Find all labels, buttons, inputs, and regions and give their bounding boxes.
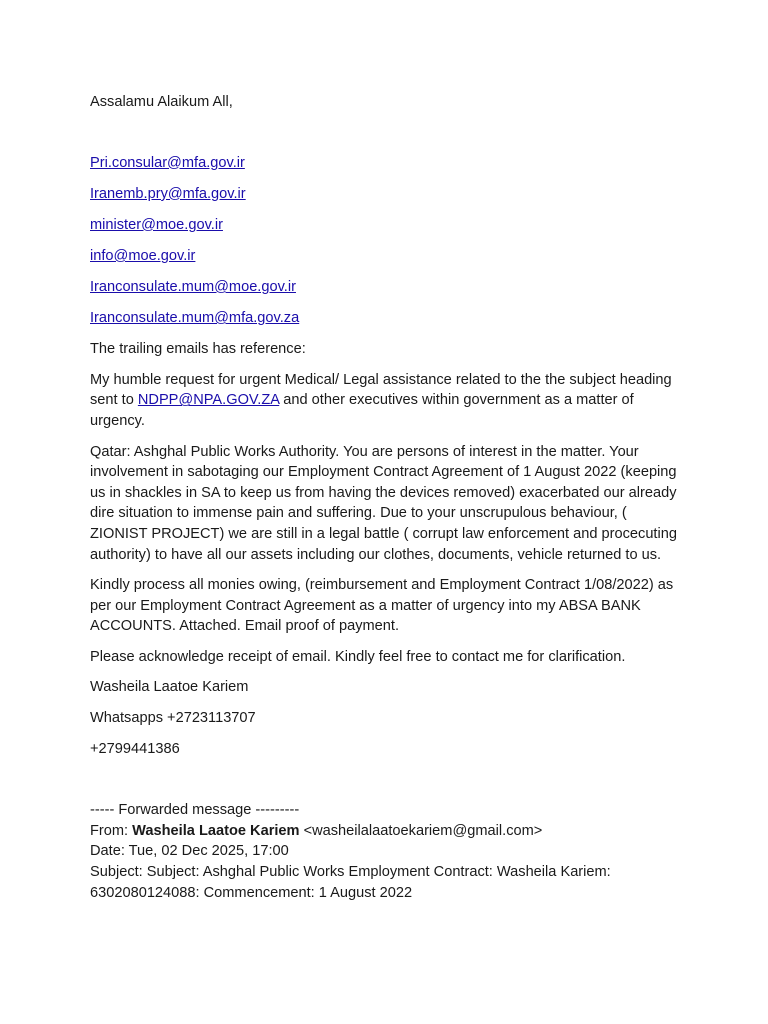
request-text-after: and other executives within government as a matter of urgency.: [90, 392, 634, 429]
acknowledge-line: Please acknowledge receipt of email. Kindly feel free to contact me for clarification.: [90, 648, 626, 665]
request-text-before: My humble request for urgent Medical/ Legal assistance related to the the subject heading sent to: [90, 371, 672, 409]
spacer: [90, 769, 680, 800]
recipient-link[interactable]: Iranemb.pry@mfa.gov.ir: [90, 185, 246, 202]
recipient-link[interactable]: Iranconsulate.mum@moe.gov.ir: [90, 278, 296, 295]
signature-whatsapp: Whatsapps +2723113707: [90, 710, 256, 727]
recipient-link[interactable]: Iranconsulate.mum@mfa.gov.za: [90, 310, 300, 327]
recipient-link[interactable]: minister@moe.gov.ir: [90, 216, 223, 233]
signature-name: Washeila Laatoe Kariem: [90, 679, 249, 696]
from-name: Washeila Laatoe Kariem: [132, 822, 300, 839]
recipient-link[interactable]: Pri.consular@mfa.gov.ir: [90, 154, 245, 171]
npa-email-link[interactable]: NDPP@NPA.GOV.ZA: [137, 392, 280, 409]
from-label: From:: [90, 822, 133, 839]
greeting: Assalamu Alaikum All,: [90, 94, 233, 110]
forwarded-subject: Subject: Subject: Ashghal Public Works Employment Contract: Washeila Kariem: 6302080124088: Commencement: 1 August 2022: [90, 864, 611, 901]
signature-phone: +2799441386: [90, 740, 180, 757]
request-paragraph: [90, 370, 680, 432]
from-email: <washeilalaatoekariem@gmail.com>: [299, 822, 543, 839]
recipient-line: [90, 277, 680, 298]
recipient-line: [90, 308, 680, 329]
forwarded-header: ----- Forwarded message ---------: [90, 802, 300, 819]
recipient-line: [90, 246, 680, 267]
forwarded-date: Date: Tue, 02 Dec 2025, 17:00: [90, 843, 289, 860]
email-body: [90, 92, 680, 903]
recipient-line: [90, 215, 680, 236]
reference-line: The trailing emails has reference:: [90, 341, 306, 358]
recipient-link[interactable]: info@moe.gov.ir: [90, 247, 196, 264]
forwarded-from: [90, 821, 680, 842]
monies-paragraph: Kindly process all monies owing, (reimbursement and Employment Contract 1/08/2022) as per our Employment Contract Agreement as a matter of urgency into my ABSA BANK ACCOUNTS. Attached. Email proof of payment.: [90, 577, 674, 635]
recipient-line: [90, 184, 680, 205]
recipient-line: [90, 153, 680, 174]
forwarded-message-block: [90, 800, 680, 903]
qatar-paragraph: Qatar: Ashghal Public Works Authority. You are persons of interest in the matter. Your involvement in sabotaging our Employment Contract Agreement of 1 August 2022 (keeping us in shackles in SA to keep us from having the devices removed) exacerbated our already dire situation to immense pain and suffering. Due to your unscrupulous behaviour, ( ZIONIST PROJECT) we are still in a legal battle ( corrupt law enforcement and procecuting authority) to have all our assets including our clothes, documents, vehicle returned to us.: [90, 443, 677, 563]
